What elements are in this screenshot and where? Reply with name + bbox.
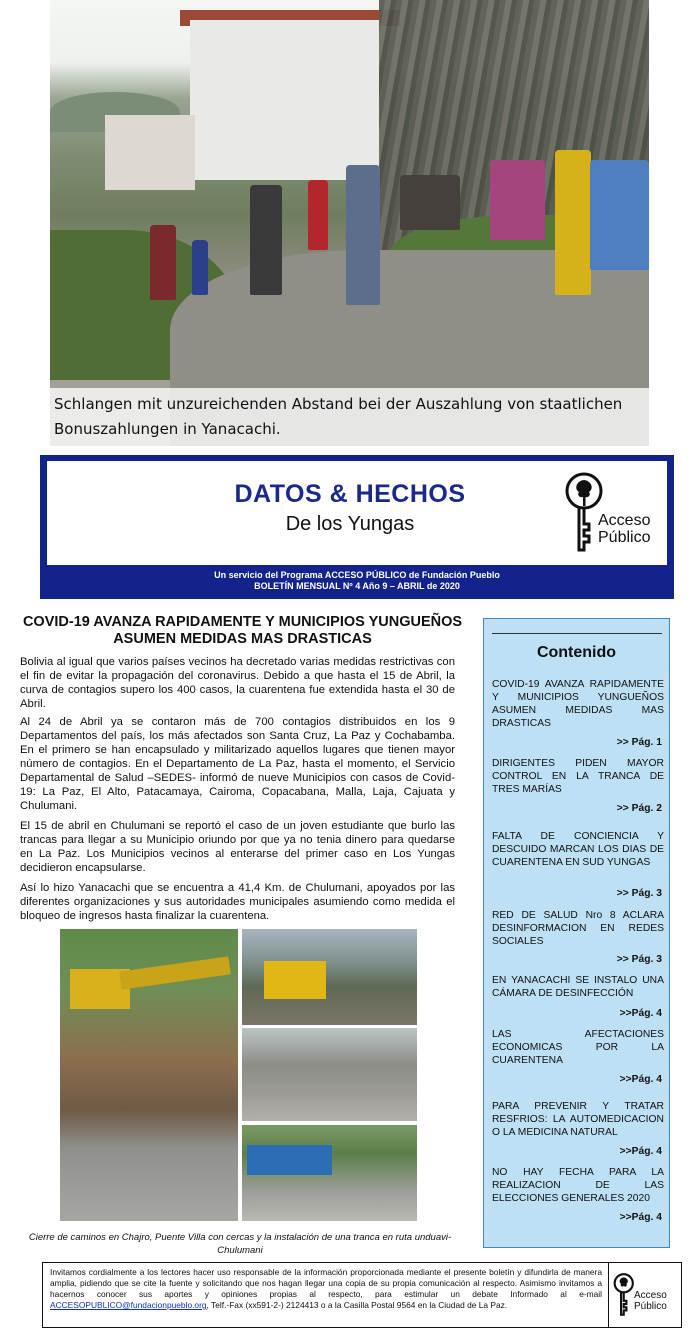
contents-page-7: >>Pág. 4 xyxy=(619,1146,662,1157)
banner-subtitle: De los Yungas xyxy=(285,513,415,535)
footer-text xyxy=(50,1267,602,1311)
contents-page-6: >>Pág. 4 xyxy=(619,1074,662,1085)
banner-issue-line: BOLETÍN MENSUAL Nº 4 Año 9 – ABRIL de 2020 xyxy=(254,581,460,591)
headline-line1: COVID-19 AVANZA RAPIDAMENTE Y MUNICIPIOS YUNGUEÑOS xyxy=(22,614,463,630)
footer-key-icon xyxy=(612,1270,636,1320)
road-closure-photo-grid xyxy=(60,929,417,1221)
photo-checkpoint xyxy=(242,1125,417,1221)
contents-page-5: >>Pág. 4 xyxy=(619,1008,662,1019)
photo-excavator xyxy=(60,929,238,1221)
contents-page-2: >> Pág. 2 xyxy=(616,803,662,814)
article-paragraph-4: Así lo hizo Yanacachi que se encuentra a 41,4 Km. de Chulumani, apoyados por las diferentes organizaciones y sus autoridades municipales asumiendo como medida el bloqueo de ingresos hasta finalizar la cuarentena. xyxy=(20,882,455,922)
photo-caption-line1: Schlangen mit unzureichenden Abstand bei der Auszahlung von staatlichen xyxy=(54,395,623,413)
footer-text-after: , Telf.-Fax (xx591-2-) 2124413 o a la Casilla Postal 9564 en la Ciudad de La Paz. xyxy=(206,1300,508,1310)
contents-item-6[interactable]: LAS AFECTACIONES ECONOMICAS POR LA CUARENTENA xyxy=(492,1029,664,1066)
article-headline xyxy=(20,614,465,648)
contents-item-2[interactable]: DIRIGENTES PIDEN MAYOR CONTROL EN LA TRANCA DE TRES MARÍAS xyxy=(492,758,664,795)
acceso-publico-logo xyxy=(560,472,670,557)
article-paragraph-1: Bolivia al igual que varios países vecinos ha decretado varias medidas restrictivas con el fin de evitar la propagación del coronavirus. Debido a que hasta el 15 de Abril, la curva de contagios supero los 400 casos, la cuarentena fue extendida hasta el 30 de Abril. xyxy=(20,656,455,710)
contents-item-3[interactable]: FALTA DE CONCIENCIA Y DESCUIDO MARCAN LOS DIAS DE CUARENTENA EN SUD YUNGAS xyxy=(492,831,664,868)
footer-email-link[interactable]: ACCESOPUBLICO@fundacionpueblo.org xyxy=(50,1300,207,1310)
footer-logo-publico: Público xyxy=(634,1301,667,1312)
contents-item-7[interactable]: PARA PREVENIR Y TRATAR RESFRIOS: LA AUTOMEDICACION O LA MEDICINA NATURAL xyxy=(492,1101,664,1138)
contents-item-8[interactable]: NO HAY FECHA PARA LA REALIZACION DE LAS ELECCIONES GENERALES 2020 xyxy=(492,1167,664,1204)
contents-page-4: >> Pág. 3 xyxy=(616,954,662,965)
logo-word-publico: Público xyxy=(598,529,651,546)
photo-fence xyxy=(242,1028,417,1121)
photo-caption xyxy=(54,392,644,442)
contents-page-1: >> Pág. 1 xyxy=(616,737,662,748)
contents-page-8: >>Pág. 4 xyxy=(619,1212,662,1223)
contents-rule xyxy=(492,633,662,634)
footer-logo xyxy=(612,1268,678,1324)
grid-caption-line2: Chulumani xyxy=(217,1245,263,1256)
footer-divider xyxy=(608,1262,609,1328)
contents-title: Contenido xyxy=(536,644,617,661)
contents-item-1[interactable]: COVID-19 AVANZA RAPIDAMENTE Y MUNICIPIOS YUNGUEÑOS ASUMEN MEDIDAS MAS DRASTICAS xyxy=(492,679,664,729)
contents-page-3: >> Pág. 3 xyxy=(616,888,662,899)
street-photo xyxy=(50,0,649,446)
footer-text-before: Invitamos cordialmente a los lectores hacer uso responsable de la información proporcionada mediante el presente boletín y difundirla de manera amplia, pidiendo que se cite la fuente y solicitando que nos hagan llegar una copia de su propia comunicación al respecto. Asimismo invitamos a hacernos conocer sus aportes y opiniones propias al respecto, para estimular un debate Informado al e-mail xyxy=(50,1267,602,1299)
banner-service-line: Un servicio del Programa ACCESO PÚBLICO de Fundación Pueblo xyxy=(214,570,500,580)
logo-word-acceso: Acceso xyxy=(598,512,651,529)
grid-caption-line1: Cierre de caminos en Chajro, Puente Villa con cercas y la instalación de una tranca en ruta unduavi- xyxy=(28,1232,452,1243)
photo-caption-line2: Bonuszahlungen in Yanacachi. xyxy=(54,420,281,438)
banner-title: DATOS & HECHOS xyxy=(234,480,466,508)
photo-loader xyxy=(242,929,417,1025)
photo-grid-caption xyxy=(20,1231,460,1257)
article-paragraph-3: El 15 de abril en Chulumani se reportó el caso de un joven estudiante que burlo las trancas para llegar a su Municipio oriundo por que ya no tenia dinero para quedarse en La Paz. Los Municipios vecinos al enterarse del primer caso en Los Yungas decidieron encapsularse. xyxy=(20,820,455,874)
headline-line2: ASUMEN MEDIDAS MAS DRASTICAS xyxy=(113,631,372,647)
article-paragraph-2: Al 24 de Abril ya se contaron más de 700 contagios distribuidos en los 9 Departamentos del país, los más afectados son Santa Cruz, La Paz y Cochabamba. En el primero se han encapsulado y militarizado aquellos lugares que tienen mayor número de contagios. En el Departamento de La Paz, hasta el momento, el Servicio Departamental de Salud –SEDES- informó de nueve Municipios con casos de Covid-19: La Paz, El Alto, Patacamaya, Cairoma, Copacabana, Malla, Laja, Cajuata y Chulumani. xyxy=(20,716,455,812)
contents-item-5[interactable]: EN YANACACHI SE INSTALO UNA CÁMARA DE DESINFECCIÓN xyxy=(492,975,664,999)
footer-logo-acceso: Acceso xyxy=(634,1290,667,1301)
contents-item-4[interactable]: RED DE SALUD Nro 8 ACLARA DESINFORMACION EN REDES SOCIALES xyxy=(492,910,664,947)
